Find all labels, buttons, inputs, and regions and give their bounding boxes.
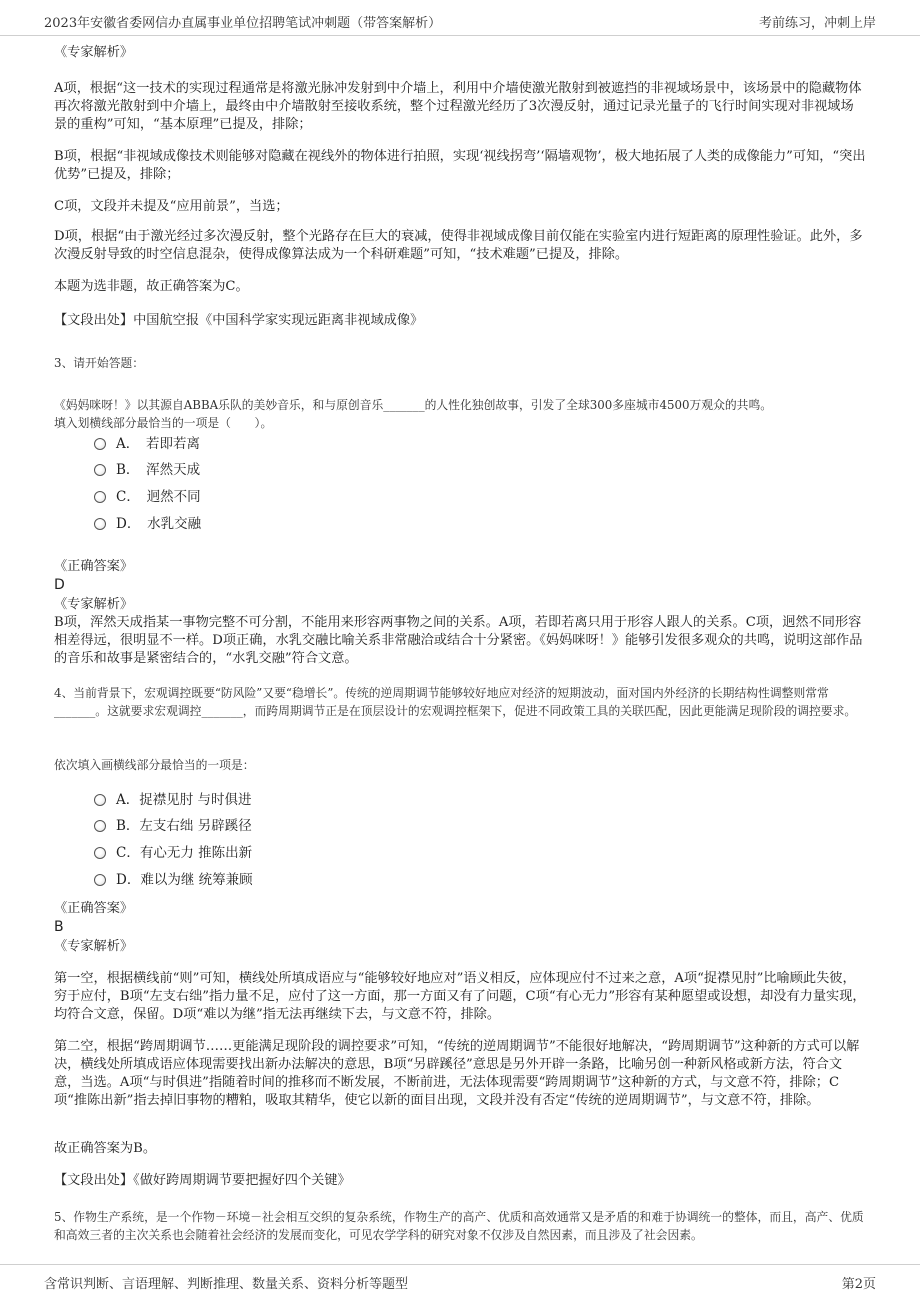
radio-icon[interactable] (94, 820, 106, 832)
q4-option-d[interactable]: D．难以为继 统筹兼顾 (94, 870, 253, 890)
q4-answer: B (54, 919, 64, 935)
page-footer (0, 1264, 920, 1302)
q2-analysis-a: A项，根据“这一技术的实现过程通常是将激光脉冲发射到中介墙上，利用中介墙使激光散射到被遮挡的非视域场景中，该场景中的隐藏物体再次将激光散射到中介墙上，最终由中介墙散射至接收系统，整个过程激光经历了3次漫反射，通过记录光量子的飞行时间实现对非视域场景的重构”可知，“基本原理”已提及，排除； (54, 81, 862, 132)
q2-analysis-d: D项，根据“由于激光经过多次漫反射，整个光路存在巨大的衰减，使得非视域成像目前仅能在实验室内进行短距离的原理性验证。此外，多次漫反射导致的时空信息混杂，使得成像算法成为一个科研难题”可知，“技术难题”已提及，排除。 (54, 229, 863, 262)
radio-icon[interactable] (94, 464, 106, 476)
q2-source: 【文段出处】中国航空报《中国科学家实现远距离非视域成像》 (54, 313, 424, 328)
document-title: 2023年安徽省委网信办直属事业单位招聘笔试冲刺题（带答案解析） (44, 16, 442, 31)
page-header (0, 0, 920, 36)
q4-option-c[interactable]: C．有心无力 推陈出新 (94, 843, 252, 863)
q5-stem: 5、作物生产系统，是一个作物－环境－社会相互交织的复杂系统，作物生产的高产、优质和高效通常又是矛盾的和难于协调统一的整体，而且，高产、优质和高效三者的主次关系也会随着社会经济的发展而变化，可见农学学科的研究对象不仅涉及自然因素，而且涉及了社会因素。 (54, 1210, 864, 1242)
q4-answer-label: 《正确答案》 (54, 901, 134, 916)
q4-source: 【文段出处】《做好跨周期调节要把握好四个关键》 (54, 1173, 351, 1188)
q2-analysis-b: B项，根据“非视域成像技术则能够对隐藏在视线外的物体进行拍照，实现‘视线拐弯’‘隔墙观物’，极大地拓展了人类的成像能力”可知，“突出优势”已提及，排除； (54, 149, 866, 182)
q4-option-a[interactable]: A．捉襟见肘 与时俱进 (94, 790, 252, 810)
q3-stem: 《妈妈咪呀！》以其源自ABBA乐队的美妙音乐，和与原创音乐_______的人性化独创故事，引发了全球300多座城市4500万观众的共鸣。 填入划横线部分最恰当的一项是（ ）。 (54, 398, 773, 430)
q4-option-b[interactable]: B．左支右绌 另辟蹊径 (94, 816, 252, 836)
page-number: 第2页 (841, 1277, 876, 1292)
q3-option-b[interactable]: B． 浑然天成 (94, 460, 200, 480)
q4-conclusion: 故正确答案为B。 (54, 1141, 157, 1156)
radio-icon[interactable] (94, 438, 106, 450)
radio-icon[interactable] (94, 847, 106, 859)
q4-stem: 4、当前背景下，宏观调控既要“防风险”又要“稳增长”。传统的逆周期调节能够较好地应对经济的短期波动，面对国内外经济的长期结构性调整则常常_______。这就要求宏观调控_______，而跨周期调节正是在顶层设计的宏观调控框架下，促进不同政策工具的关联匹配，因此更能满足现阶段的调控要求。 (54, 686, 857, 718)
q4-expert-label: 《专家解析》 (54, 939, 134, 954)
q3-prompt: 3、请开始答题： (54, 356, 145, 370)
q3-analysis: B项，浑然天成指某一事物完整不可分割，不能用来形容两事物之间的关系。A项，若即若离只用于形容人跟人的关系。C项，迥然不同形容相差得远，很明显不一样。D项正确，水乳交融比喻关系非常融洽或结合十分紧密。《妈妈咪呀！》能够引发很多观众的共鸣，说明这部作品的音乐和故事是紧密结合的，“水乳交融”符合文意。 (54, 615, 863, 666)
q3-answer-label: 《正确答案》 (54, 559, 134, 574)
q2-expert-label: 《专家解析》 (54, 45, 134, 60)
q4-question: 依次填入画横线部分最恰当的一项是： (54, 758, 255, 772)
q3-answer: D (54, 577, 65, 593)
q3-expert-label: 《专家解析》 (54, 597, 134, 612)
q2-analysis-c: C项，文段并未提及“应用前景”，当选； (54, 199, 289, 214)
q4-analysis-1: 第一空，根据横线前“则”可知，横线处所填成语应与“能够较好地应对”语义相反，应体现应付不过来之意，A项“捉襟见肘”比喻顾此失彼，穷于应付，B项“左支右绌”指力量不足，应付了这一方面，那一方面又有了问题，C项“有心无力”形容有某种愿望或设想，却没有力量实现，均符合文意，保留。D项“难以为继”指无法再继续下去，与文意不符，排除。 (54, 971, 866, 1022)
header-slogan: 考前练习，冲刺上岸 (758, 16, 876, 31)
q2-conclusion: 本题为选非题，故正确答案为C。 (54, 279, 249, 294)
radio-icon[interactable] (94, 518, 106, 530)
q4-analysis-2: 第二空，根据“跨周期调节……更能满足现阶段的调控要求”可知，“传统的逆周期调节”不能很好地解决，“跨周期调节”这种新的方式可以解决，横线处所填成语应体现需要找出新办法解决的意思，B项“另辟蹊径”意思是另外开辟一条路，比喻另创一种新风格或新方法，符合文意，当选。A项“与时俱进”指随着时间的推移而不断发展，不断前进，无法体现需要“跨周期调节”这种新的方式，与文意不符，排除；C项“推陈出新”指去掉旧事物的糟粕，吸取其精华，使它以新的面目出现，文段并没有否定“传统的逆周期调节”，与文意不符，排除。 (54, 1039, 860, 1108)
q3-option-d[interactable]: D． 水乳交融 (94, 514, 201, 534)
q3-option-c[interactable]: C． 迥然不同 (94, 487, 201, 507)
footer-topics: 含常识判断、言语理解、判断推理、数量关系、资料分析等题型 (44, 1277, 409, 1292)
radio-icon[interactable] (94, 794, 106, 806)
q3-option-a[interactable]: A． 若即若离 (94, 434, 200, 454)
radio-icon[interactable] (94, 874, 106, 886)
radio-icon[interactable] (94, 491, 106, 503)
